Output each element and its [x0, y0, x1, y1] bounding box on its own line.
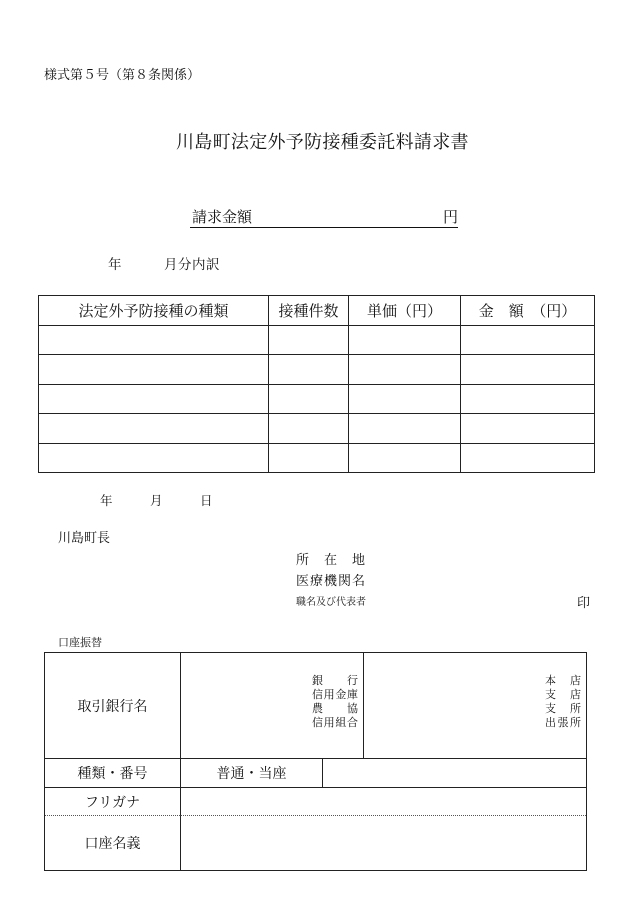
- representative-label: 職名及び代表者: [296, 597, 366, 608]
- bank-name-row: [45, 653, 586, 758]
- amount-cell: [461, 355, 595, 384]
- table-row: [39, 326, 595, 355]
- account-type-value: 普通・当座: [180, 758, 322, 787]
- account-type-label: 種類・番号: [45, 758, 180, 787]
- table-row: [39, 414, 595, 443]
- bank-account-table: [44, 652, 587, 871]
- account-holder-label: 口座名義: [45, 815, 180, 870]
- unit-price-cell: [349, 414, 461, 443]
- branch-type-option: 本 店: [545, 674, 581, 687]
- count-cell: [269, 326, 349, 355]
- furigana-cell: [180, 787, 586, 815]
- branch-type-cell: [363, 653, 586, 758]
- header-vaccine-type: 法定外予防接種の種類: [39, 296, 269, 326]
- bank-type-cell: [180, 653, 363, 758]
- furigana-label: フリガナ: [45, 787, 180, 815]
- count-cell: [269, 384, 349, 413]
- bank-type-option: 農 協: [312, 702, 358, 715]
- table-row: [39, 443, 595, 472]
- bank-type-option: 信用金庫: [312, 688, 358, 701]
- account-holder-row: [45, 815, 586, 870]
- bank-transfer-heading: 口座振替: [58, 636, 102, 649]
- branch-type-option: 支 所: [545, 702, 581, 715]
- header-unit-price: 単価（円）: [349, 296, 461, 326]
- header-count: 接種件数: [269, 296, 349, 326]
- seal-mark: 印: [577, 596, 591, 611]
- vaccine-type-cell: [39, 355, 269, 384]
- form-number: 様式第５号（第８条関係）: [44, 68, 201, 83]
- unit-price-cell: [349, 443, 461, 472]
- date-line: 年 月 日: [100, 493, 213, 508]
- branch-type-list: [364, 674, 581, 730]
- count-cell: [269, 414, 349, 443]
- account-number-cell: [322, 758, 586, 787]
- claim-amount-unit: 円: [443, 208, 459, 226]
- unit-price-cell: [349, 355, 461, 384]
- bank-type-option: 銀 行: [312, 674, 358, 687]
- breakdown-table: [38, 295, 595, 473]
- amount-cell: [461, 414, 595, 443]
- amount-cell: [461, 326, 595, 355]
- count-cell: [269, 355, 349, 384]
- bank-type-list: [181, 674, 358, 730]
- table-header-row: [39, 296, 595, 326]
- vaccine-type-cell: [39, 414, 269, 443]
- branch-type-option: 支 店: [545, 688, 581, 701]
- vaccine-type-cell: [39, 326, 269, 355]
- addressee: 川島町長: [58, 531, 111, 546]
- page-title: 川島町法定外予防接種委託料請求書: [176, 132, 469, 153]
- bank-type-option: 信用組合: [312, 716, 358, 729]
- table-row: [39, 355, 595, 384]
- address-label: 所 在 地: [296, 553, 367, 568]
- claim-amount-underline: [190, 227, 458, 228]
- branch-type-option: 出張所: [545, 716, 581, 729]
- count-cell: [269, 443, 349, 472]
- claim-amount-label: 請求金額: [192, 208, 253, 226]
- bank-name-label: 取引銀行名: [77, 698, 148, 715]
- account-holder-cell: [180, 815, 586, 870]
- unit-price-cell: [349, 384, 461, 413]
- furigana-row: [45, 787, 586, 815]
- table-row: [39, 384, 595, 413]
- institution-name-label: 医療機関名: [296, 574, 367, 589]
- header-amount: 金 額 （円）: [461, 296, 595, 326]
- vaccine-type-cell: [39, 443, 269, 472]
- unit-price-cell: [349, 326, 461, 355]
- amount-cell: [461, 384, 595, 413]
- amount-cell: [461, 443, 595, 472]
- vaccine-type-cell: [39, 384, 269, 413]
- account-type-row: [45, 758, 586, 787]
- breakdown-heading: 年 月分内訳: [108, 257, 220, 273]
